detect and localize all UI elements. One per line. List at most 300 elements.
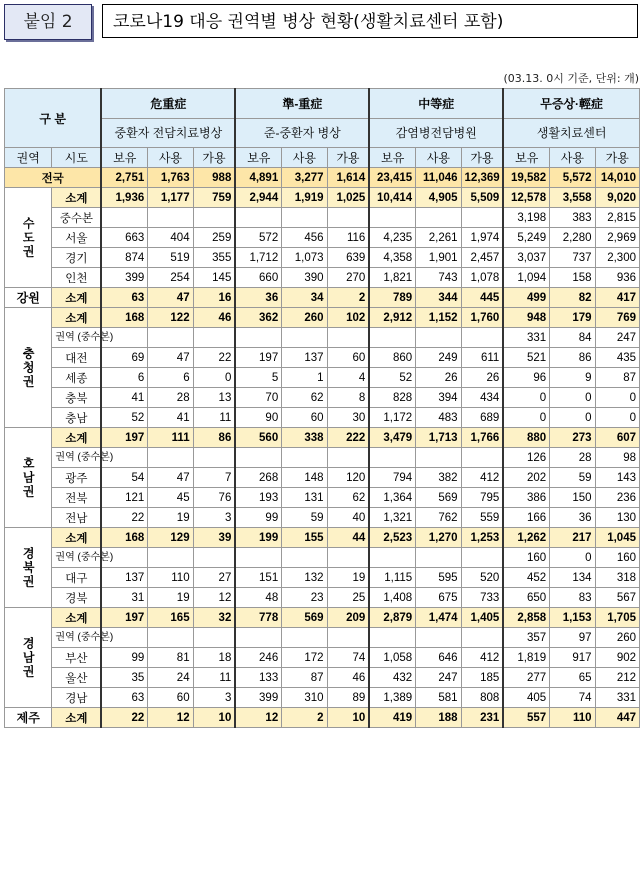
table-cell: 2,457: [461, 248, 503, 268]
table-cell: 137: [282, 348, 327, 368]
table-cell: 2,261: [416, 228, 461, 248]
sido-label: 서울: [52, 228, 101, 248]
table-cell: 217: [550, 528, 595, 548]
table-cell: 7: [193, 468, 235, 488]
table-cell: 650: [503, 588, 549, 608]
table-cell: [461, 328, 503, 348]
table-cell: 31: [101, 588, 147, 608]
table-cell: 34: [282, 288, 327, 308]
table-cell: [369, 208, 415, 228]
header-mild: 무증상·輕症: [503, 89, 639, 119]
table-cell: 10,414: [369, 188, 415, 208]
table-cell: 97: [550, 628, 595, 648]
table-cell: 1,474: [416, 608, 461, 628]
table-cell: [282, 548, 327, 568]
table-cell: 27: [193, 568, 235, 588]
sido-label: 소계: [52, 528, 101, 548]
table-row: [5, 508, 640, 528]
sido-label: 세종: [52, 368, 101, 388]
table-cell: [235, 448, 281, 468]
table-cell: 62: [327, 488, 369, 508]
sido-label: 울산: [52, 668, 101, 688]
header-sub-semi-critical: 준-중환자 병상: [235, 118, 369, 148]
table-cell: 880: [503, 428, 549, 448]
table-cell: 2: [282, 708, 327, 728]
table-cell: 12,369: [461, 168, 503, 188]
table-cell: 65: [550, 668, 595, 688]
table-cell: 6: [148, 368, 193, 388]
table-cell: [193, 328, 235, 348]
table-cell: 86: [193, 428, 235, 448]
sido-label: 광주: [52, 468, 101, 488]
table-cell: [148, 448, 193, 468]
table-cell: 1,115: [369, 568, 415, 588]
table-cell: 569: [416, 488, 461, 508]
table-cell: 6: [101, 368, 147, 388]
table-cell: 412: [461, 468, 503, 488]
header-col-owned: 보유: [101, 148, 147, 168]
table-cell: [416, 628, 461, 648]
table-cell: 59: [550, 468, 595, 488]
table-cell: 110: [550, 708, 595, 728]
table-cell: [461, 208, 503, 228]
table-cell: 28: [550, 448, 595, 468]
table-cell: 23,415: [369, 168, 415, 188]
region-label: 강원: [5, 288, 52, 308]
sido-label: 권역 (중수본): [52, 328, 101, 348]
table-row-subtotal: [5, 288, 640, 308]
header-col-used: 사용: [282, 148, 327, 168]
table-cell: [369, 548, 415, 568]
table-cell: 2,879: [369, 608, 415, 628]
table-cell: 828: [369, 388, 415, 408]
sido-label: 소계: [52, 188, 101, 208]
table-cell: 10: [327, 708, 369, 728]
table-cell: 247: [416, 668, 461, 688]
table-cell: 111: [148, 428, 193, 448]
table-cell: 44: [327, 528, 369, 548]
table-cell: 11,046: [416, 168, 461, 188]
table-row: [5, 648, 640, 668]
table-cell: 98: [595, 448, 640, 468]
table-cell: 247: [595, 328, 640, 348]
table-row: [5, 248, 640, 268]
table-cell: 26: [461, 368, 503, 388]
table-cell: 483: [416, 408, 461, 428]
table-cell: 110: [148, 568, 193, 588]
table-cell: [235, 548, 281, 568]
table-row: [5, 468, 640, 488]
table-row: [5, 368, 640, 388]
table-cell: 168: [101, 528, 147, 548]
table-cell: 412: [461, 648, 503, 668]
table-cell: 62: [282, 388, 327, 408]
table-cell: 99: [101, 648, 147, 668]
table-cell: 3,277: [282, 168, 327, 188]
table-cell: 399: [235, 688, 281, 708]
table-cell: 1,253: [461, 528, 503, 548]
table-cell: 11: [193, 668, 235, 688]
table-cell: 2,912: [369, 308, 415, 328]
table-cell: 5: [235, 368, 281, 388]
table-cell: 794: [369, 468, 415, 488]
table-cell: 165: [148, 608, 193, 628]
table-cell: [369, 448, 415, 468]
table-cell: 386: [503, 488, 549, 508]
sido-label: 경북: [52, 588, 101, 608]
table-cell: 3,037: [503, 248, 549, 268]
sido-label: 권역 (중수본): [52, 548, 101, 568]
header-col-available: 가용: [193, 148, 235, 168]
table-cell: 1,705: [595, 608, 640, 628]
table-cell: 519: [148, 248, 193, 268]
bed-status-table: [4, 88, 640, 728]
table-cell: 131: [282, 488, 327, 508]
table-cell: 150: [550, 488, 595, 508]
table-cell: 46: [193, 308, 235, 328]
table-cell: 16: [193, 288, 235, 308]
table-cell: [461, 548, 503, 568]
table-cell: 19: [148, 508, 193, 528]
table-cell: 102: [327, 308, 369, 328]
table-cell: 12: [148, 708, 193, 728]
table-cell: 338: [282, 428, 327, 448]
table-cell: 76: [193, 488, 235, 508]
table-cell: 19: [327, 568, 369, 588]
table-cell: 60: [282, 408, 327, 428]
header-col-used: 사용: [148, 148, 193, 168]
table-cell: 0: [503, 388, 549, 408]
table-cell: 9: [550, 368, 595, 388]
table-cell: 1,713: [416, 428, 461, 448]
table-cell: 28: [148, 388, 193, 408]
document-title: 코로나19 대응 권역별 병상 현황(생활치료센터 포함): [102, 4, 638, 38]
table-cell: [148, 548, 193, 568]
table-cell: 129: [148, 528, 193, 548]
header-sub-mild: 생활치료센터: [503, 118, 639, 148]
table-cell: 762: [416, 508, 461, 528]
header-col-used: 사용: [550, 148, 595, 168]
table-cell: 1,262: [503, 528, 549, 548]
table-cell: 1: [282, 368, 327, 388]
table-cell: 789: [369, 288, 415, 308]
table-cell: 70: [235, 388, 281, 408]
table-row-total: [5, 168, 640, 188]
table-cell: 63: [101, 688, 147, 708]
table-cell: 1,821: [369, 268, 415, 288]
table-row: [5, 388, 640, 408]
table-cell: 405: [503, 688, 549, 708]
table-cell: 917: [550, 648, 595, 668]
table-cell: 22: [193, 348, 235, 368]
table-cell: [416, 208, 461, 228]
table-cell: 268: [235, 468, 281, 488]
table-cell: 74: [550, 688, 595, 708]
table-row-subtotal: [5, 708, 640, 728]
table-cell: 452: [503, 568, 549, 588]
sido-label: 소계: [52, 428, 101, 448]
table-cell: 197: [101, 428, 147, 448]
table-cell: 87: [595, 368, 640, 388]
table-cell: 12: [193, 588, 235, 608]
header-gubun: 구 분: [5, 89, 102, 148]
table-cell: 19,582: [503, 168, 549, 188]
header-col-available: 가용: [327, 148, 369, 168]
table-cell: 4,358: [369, 248, 415, 268]
sido-label: 소계: [52, 288, 101, 308]
table-cell: 10: [193, 708, 235, 728]
table-cell: 212: [595, 668, 640, 688]
sido-label: 전남: [52, 508, 101, 528]
table-cell: 121: [101, 488, 147, 508]
table-cell: 675: [416, 588, 461, 608]
table-cell: 689: [461, 408, 503, 428]
table-cell: 0: [595, 408, 640, 428]
table-row: [5, 688, 640, 708]
table-cell: [416, 548, 461, 568]
table-cell: 0: [193, 368, 235, 388]
table-cell: 47: [148, 288, 193, 308]
table-cell: 390: [282, 268, 327, 288]
table-cell: 1,408: [369, 588, 415, 608]
table-cell: [327, 328, 369, 348]
sido-label: 대구: [52, 568, 101, 588]
table-cell: 5,509: [461, 188, 503, 208]
table-cell: 32: [193, 608, 235, 628]
table-cell: [282, 208, 327, 228]
table-cell: 936: [595, 268, 640, 288]
table-cell: 277: [503, 668, 549, 688]
table-cell: 611: [461, 348, 503, 368]
region-label: 경남권: [5, 608, 52, 708]
header-moderate: 中等症: [369, 89, 503, 119]
table-cell: [101, 208, 147, 228]
table-cell: 733: [461, 588, 503, 608]
table-cell: 1,364: [369, 488, 415, 508]
table-cell: 160: [595, 548, 640, 568]
table-cell: 2,969: [595, 228, 640, 248]
table-cell: 60: [148, 688, 193, 708]
table-cell: 860: [369, 348, 415, 368]
sido-label: 충남: [52, 408, 101, 428]
table-cell: 36: [550, 508, 595, 528]
table-cell: [369, 628, 415, 648]
table-cell: 0: [550, 388, 595, 408]
table-cell: 231: [461, 708, 503, 728]
header-col-available: 가용: [461, 148, 503, 168]
table-cell: 122: [148, 308, 193, 328]
table-cell: 778: [235, 608, 281, 628]
table-cell: 96: [503, 368, 549, 388]
table-cell: 63: [101, 288, 147, 308]
table-cell: 357: [503, 628, 549, 648]
sido-label: 소계: [52, 708, 101, 728]
table-cell: 36: [235, 288, 281, 308]
table-cell: 1,321: [369, 508, 415, 528]
table-cell: 24: [148, 668, 193, 688]
region-label: 수도권: [5, 188, 52, 288]
table-cell: 14,010: [595, 168, 640, 188]
header-region: 권역: [5, 148, 52, 168]
table-cell: 432: [369, 668, 415, 688]
table-cell: 132: [282, 568, 327, 588]
table-row: [5, 568, 640, 588]
table-cell: 1,058: [369, 648, 415, 668]
table-cell: 1,153: [550, 608, 595, 628]
table-cell: 1,025: [327, 188, 369, 208]
table-cell: 2,300: [595, 248, 640, 268]
sido-label: 전북: [52, 488, 101, 508]
table-cell: 145: [193, 268, 235, 288]
table-cell: 54: [101, 468, 147, 488]
table-cell: 13: [193, 388, 235, 408]
table-cell: 22: [101, 508, 147, 528]
table-cell: 5,572: [550, 168, 595, 188]
table-cell: 0: [503, 408, 549, 428]
region-label: 호남권: [5, 428, 52, 528]
table-cell: 143: [595, 468, 640, 488]
table-cell: 559: [461, 508, 503, 528]
table-cell: 254: [148, 268, 193, 288]
header-critical: 危重症: [101, 89, 235, 119]
region-label: 제주: [5, 708, 52, 728]
table-cell: 1,760: [461, 308, 503, 328]
table-cell: 2,815: [595, 208, 640, 228]
table-cell: [416, 328, 461, 348]
table-cell: 1,936: [101, 188, 147, 208]
table-cell: 25: [327, 588, 369, 608]
table-cell: [327, 448, 369, 468]
table-cell: 581: [416, 688, 461, 708]
table-cell: [282, 448, 327, 468]
table-cell: 1,614: [327, 168, 369, 188]
table-cell: 84: [550, 328, 595, 348]
table-row: [5, 548, 640, 568]
table-cell: 5,249: [503, 228, 549, 248]
table-cell: 2,858: [503, 608, 549, 628]
table-cell: 188: [416, 708, 461, 728]
table-cell: 4,891: [235, 168, 281, 188]
table-cell: 795: [461, 488, 503, 508]
table-cell: 2,523: [369, 528, 415, 548]
table-cell: [235, 208, 281, 228]
table-cell: 59: [282, 508, 327, 528]
table-row: [5, 328, 640, 348]
table-cell: 417: [595, 288, 640, 308]
sido-label: 소계: [52, 308, 101, 328]
table-row: [5, 228, 640, 248]
table-cell: [235, 628, 281, 648]
table-cell: 151: [235, 568, 281, 588]
table-cell: 40: [327, 508, 369, 528]
table-cell: 47: [148, 348, 193, 368]
table-cell: 199: [235, 528, 281, 548]
table-cell: 743: [416, 268, 461, 288]
table-cell: 445: [461, 288, 503, 308]
table-cell: 646: [416, 648, 461, 668]
table-cell: 8: [327, 388, 369, 408]
table-cell: 4: [327, 368, 369, 388]
table-cell: [327, 548, 369, 568]
table-cell: 318: [595, 568, 640, 588]
table-cell: 160: [503, 548, 549, 568]
table-cell: 18: [193, 648, 235, 668]
table-cell: 52: [101, 408, 147, 428]
table-cell: 12,578: [503, 188, 549, 208]
table-cell: 89: [327, 688, 369, 708]
table-cell: 3: [193, 688, 235, 708]
table-cell: 331: [503, 328, 549, 348]
table-cell: 81: [148, 648, 193, 668]
header-semi-critical: 準-重症: [235, 89, 369, 119]
table-cell: 35: [101, 668, 147, 688]
table-cell: 3,479: [369, 428, 415, 448]
sido-label: 소계: [52, 608, 101, 628]
table-cell: 22: [101, 708, 147, 728]
table-cell: 86: [550, 348, 595, 368]
sido-label: 권역 (중수본): [52, 628, 101, 648]
table-cell: 260: [595, 628, 640, 648]
table-row: [5, 208, 640, 228]
table-cell: 1,766: [461, 428, 503, 448]
table-cell: 521: [503, 348, 549, 368]
sido-label: 중수본: [52, 208, 101, 228]
sido-label: 인천: [52, 268, 101, 288]
table-cell: [148, 328, 193, 348]
table-cell: 808: [461, 688, 503, 708]
table-cell: 155: [282, 528, 327, 548]
table-cell: 74: [327, 648, 369, 668]
table-cell: 168: [101, 308, 147, 328]
table-cell: 759: [193, 188, 235, 208]
table-cell: 310: [282, 688, 327, 708]
table-cell: 197: [235, 348, 281, 368]
table-cell: 45: [148, 488, 193, 508]
table-cell: 166: [503, 508, 549, 528]
table-cell: 9,020: [595, 188, 640, 208]
table-row-subtotal: [5, 428, 640, 448]
table-cell: 82: [550, 288, 595, 308]
table-cell: 270: [327, 268, 369, 288]
header-sub-moderate: 감염병전담병원: [369, 118, 503, 148]
sido-label: 경기: [52, 248, 101, 268]
table-cell: 456: [282, 228, 327, 248]
table-row-subtotal: [5, 308, 640, 328]
table-cell: 383: [550, 208, 595, 228]
table-cell: [282, 628, 327, 648]
table-cell: 1,094: [503, 268, 549, 288]
table-cell: [235, 328, 281, 348]
table-cell: 394: [416, 388, 461, 408]
table-cell: 1,819: [503, 648, 549, 668]
table-cell: 607: [595, 428, 640, 448]
table-cell: 660: [235, 268, 281, 288]
table-cell: 52: [369, 368, 415, 388]
header-col-owned: 보유: [503, 148, 549, 168]
table-cell: [416, 448, 461, 468]
table-cell: 1,901: [416, 248, 461, 268]
table-cell: 12: [235, 708, 281, 728]
table-row: [5, 448, 640, 468]
table-cell: 2: [327, 288, 369, 308]
table-cell: 331: [595, 688, 640, 708]
table-cell: 60: [327, 348, 369, 368]
table-cell: 1,177: [148, 188, 193, 208]
total-label: 전국: [5, 168, 102, 188]
table-cell: 273: [550, 428, 595, 448]
table-cell: 172: [282, 648, 327, 668]
table-cell: 209: [327, 608, 369, 628]
